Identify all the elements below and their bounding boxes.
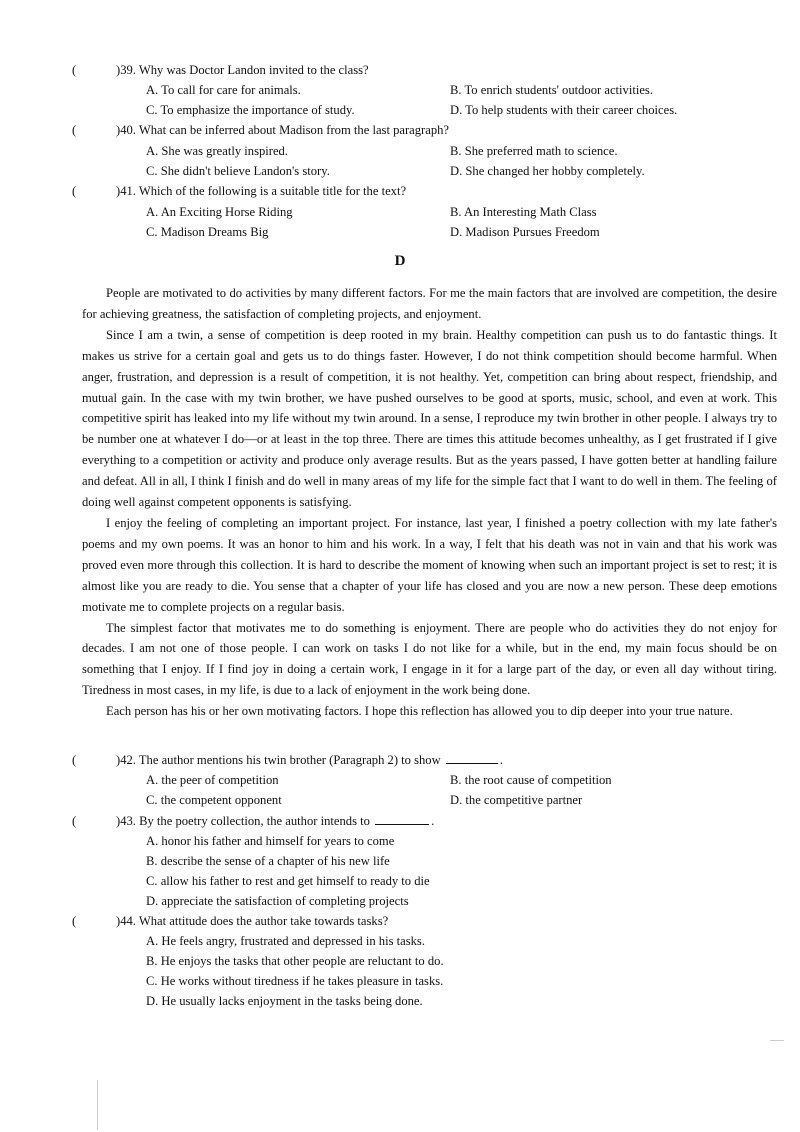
option-a: A. She was greatly inspired. [146, 144, 288, 158]
option-c: C. To emphasize the importance of study. [146, 103, 355, 117]
passage-paragraph: Each person has his or her own motivating factors. I hope this reflection has allowed you to dip deeper into your true nature. [106, 704, 733, 719]
passage-paragraph: I enjoy the feeling of completing an important project. For instance, last year, I finished a poetry collection with my late father's poems and my own poems. It was an honor to him and his work. In a way, I felt that his death was not in vain and that his work was proved even more through this collection. It is hard to describe the moment of knowing when such an important project is set to rest; it is almost like you are ready to die. You sense that a chapter of your life has closed and you are now a new person. These deep emotions motivate me to complete projects on a regular basis. [82, 515, 777, 614]
option-d: D. the competitive partner [450, 793, 583, 807]
option-b: B. describe the sense of a chapter of his new life [146, 854, 390, 868]
reading-passage [82, 283, 777, 722]
fill-blank [446, 751, 498, 764]
stem-end: . [431, 814, 435, 828]
option-d: D. Madison Pursues Freedom [450, 225, 600, 239]
question-stem: )41. Which of the following is a suitable title for the text? [116, 184, 407, 198]
question-stem: )40. What can be inferred about Madison from the last paragraph? [116, 123, 450, 137]
scan-mark [770, 1040, 784, 1041]
answer-bracket[interactable]: ( [72, 914, 77, 928]
option-a: A. He feels angry, frustrated and depressed in his tasks. [146, 934, 425, 948]
option-b: B. the root cause of competition [450, 773, 612, 787]
option-c: C. the competent opponent [146, 793, 282, 807]
option-c: C. Madison Dreams Big [146, 225, 269, 239]
stem-text: )43. By the poetry collection, the author intends to [116, 814, 370, 828]
option-b: B. To enrich students' outdoor activities. [450, 83, 653, 97]
question-stem: )44. What attitude does the author take towards tasks? [116, 914, 389, 928]
answer-bracket[interactable]: ( [72, 63, 77, 77]
option-d: D. He usually lacks enjoyment in the tasks being done. [146, 994, 423, 1008]
option-c: C. He works without tiredness if he takes pleasure in tasks. [146, 974, 444, 988]
option-a: A. honor his father and himself for years to come [146, 834, 395, 848]
answer-bracket[interactable]: ( [72, 184, 77, 198]
option-a: A. To call for care for animals. [146, 83, 301, 97]
option-a: A. An Exciting Horse Riding [146, 205, 293, 219]
passage-paragraph: Since I am a twin, a sense of competition is deep rooted in my brain. Healthy competition can push us to do fantastic things. It makes us strive for a certain goal and gets us to do things faster. However, I do not think competition should become harmful. When anger, frustration, and depression is a result of competition, it is not healthy. Yet, competition can bring about respect, friendship, and mutual gain. In the case with my twin brother, we have pushed ourselves to be good at sports, music, school, and even at work. This competitive spirit has leaked into my life without my twin around. In a sense, I reproduce my twin brother in other people. I always try to be number one at whatever I do—or at least in the top three. There are times this attitude becomes unhealthy, as I get frustrated if I give everything to a competition or activity and produce only average results. But as the years passed, I have gotten better at handling failure and defeat. All in all, I think I finish and do well in many areas of my life for the simple fact that I want to do well in them. The feeling of doing well against competent opponents is satisfying. [82, 327, 777, 510]
stem-end: . [499, 753, 504, 767]
answer-bracket[interactable]: ( [72, 123, 77, 137]
option-b: B. She preferred math to science. [450, 144, 618, 158]
section-heading: D [394, 253, 406, 269]
answer-bracket[interactable]: ( [72, 753, 77, 767]
stem-text: )42. The author mentions his twin brother (Paragraph 2) to show [116, 753, 441, 767]
answer-bracket[interactable]: ( [72, 814, 77, 828]
question-stem [116, 750, 503, 770]
option-b: B. An Interesting Math Class [450, 205, 597, 219]
passage-paragraph: People are motivated to do activities by many different factors. For me the main factors that are involved are competition, the desire for achieving greatness, the satisfaction of completing projects, and enjoyment. [82, 286, 777, 321]
question-stem: )39. Why was Doctor Landon invited to the class? [116, 63, 369, 77]
option-d: D. appreciate the satisfaction of completing projects [146, 894, 409, 908]
passage-paragraph: The simplest factor that motivates me to do something is enjoyment. There are people who do activities they do not enjoy for decades. I am not one of those people. I can work on tasks I do not like for a while, but in the end, my main focus should be on something that I enjoy. If I find joy in doing a certain work, I engage in it for a large part of the day, or even all day without tiring. Tiredness in most cases, in my life, is due to a lack of enjoyment in the work being done. [82, 620, 777, 698]
option-c: C. allow his father to rest and get himself to ready to die [146, 874, 430, 888]
option-a: A. the peer of competition [146, 773, 279, 787]
option-d: D. To help students with their career choices. [450, 103, 678, 117]
option-b: B. He enjoys the tasks that other people are reluctant to do. [146, 954, 444, 968]
option-d: D. She changed her hobby completely. [450, 164, 645, 178]
question-stem [116, 811, 434, 831]
fill-blank [375, 812, 429, 825]
option-c: C. She didn't believe Landon's story. [146, 164, 330, 178]
binding-line [97, 1080, 98, 1130]
